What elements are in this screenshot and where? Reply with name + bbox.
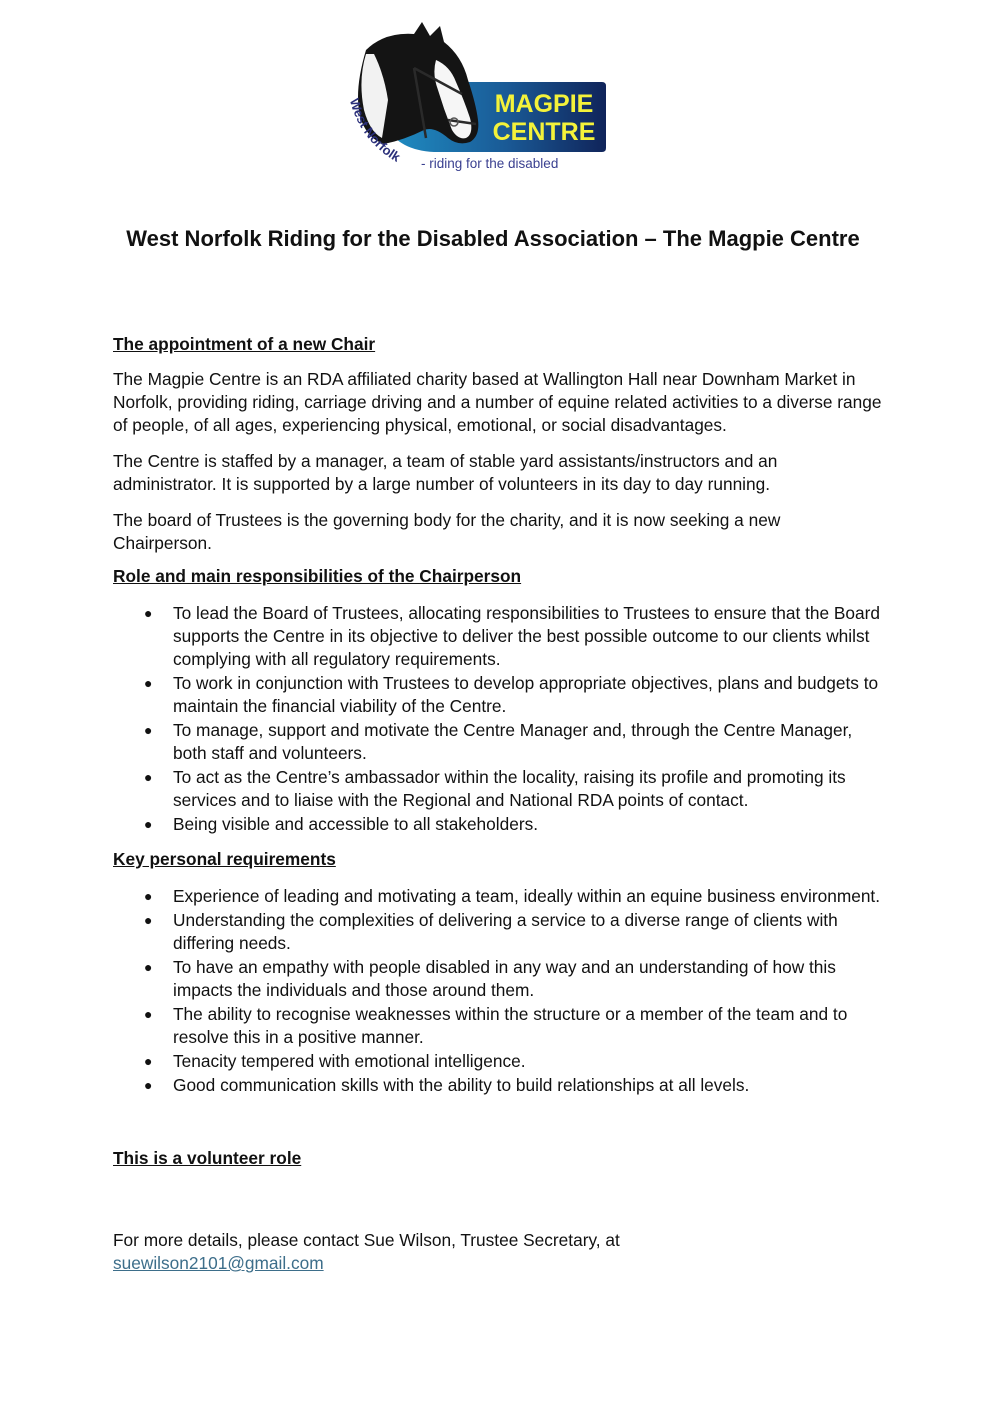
heading-appointment: The appointment of a new Chair	[113, 334, 376, 354]
bullet-icon: ●	[144, 722, 153, 738]
list-item-text: To act as the Centre’s ambassador within the locality, raising its profile and promoting its services and to liaise with the Regional and National RDA points of contact.	[173, 767, 846, 810]
bullet-icon: ●	[144, 675, 153, 691]
contact-paragraph	[113, 1229, 883, 1275]
list-item	[113, 719, 883, 765]
role-responsibilities-list	[113, 602, 883, 836]
list-item-text: Experience of leading and motivating a team, ideally within an equine business environment.	[173, 886, 881, 906]
list-item-text: To have an empathy with people disabled in any way and an understanding of how this impacts the individuals and those around them.	[173, 957, 836, 1000]
bullet-icon: ●	[144, 1006, 153, 1022]
list-item	[113, 909, 883, 955]
list-item	[113, 1050, 883, 1073]
document-title: West Norfolk Riding for the Disabled Association – The Magpie Centre	[126, 226, 860, 251]
list-item-text: To manage, support and motivate the Centre Manager and, through the Centre Manager, both staff and volunteers.	[173, 720, 853, 763]
list-item-text: To work in conjunction with Trustees to develop appropriate objectives, plans and budgets to maintain the financial viability of the Centre.	[173, 673, 879, 716]
horse-head-icon	[358, 22, 478, 144]
list-item	[113, 602, 883, 671]
logo-graphic	[344, 20, 614, 180]
list-item	[113, 885, 883, 908]
paragraph: The board of Trustees is the governing body for the charity, and it is now seeking a new Chairperson.	[113, 510, 781, 553]
list-item-text: Understanding the complexities of delivering a service to a diverse range of clients with differing needs.	[173, 910, 838, 953]
list-item	[113, 956, 883, 1002]
paragraph: The Magpie Centre is an RDA affiliated charity based at Wallington Hall near Downham Market in Norfolk, providing riding, carriage driving and a number of equine related activities to a diverse range of people, of all ages, experiencing physical, emotional, or social disadvantages.	[113, 369, 882, 435]
bullet-icon: ●	[144, 605, 153, 621]
heading-role: Role and main responsibilities of the Chairperson	[113, 566, 522, 586]
list-item-text: Tenacity tempered with emotional intelligence.	[173, 1051, 526, 1071]
spacer	[113, 1182, 883, 1229]
heading-requirements: Key personal requirements	[113, 849, 336, 869]
spacer	[113, 1109, 883, 1147]
document-body	[113, 333, 883, 1275]
contact-email-link[interactable]: suewilson2101@gmail.com	[113, 1253, 324, 1273]
contact-text: For more details, please contact Sue Wilson, Trustee Secretary, at	[113, 1230, 620, 1250]
list-item	[113, 766, 883, 812]
bullet-icon: ●	[144, 912, 153, 928]
list-item	[113, 672, 883, 718]
bullet-icon: ●	[144, 1053, 153, 1069]
list-item-text: The ability to recognise weaknesses within the structure or a member of the team and to resolve this in a positive manner.	[173, 1004, 848, 1047]
heading-volunteer-role: This is a volunteer role	[113, 1148, 302, 1168]
list-item	[113, 813, 883, 836]
list-item	[113, 1074, 883, 1097]
bullet-icon: ●	[144, 816, 153, 832]
logo-arc-textpath: West Norfolk	[346, 96, 403, 165]
list-item-text: To lead the Board of Trustees, allocating responsibilities to Trustees to ensure that the Board supports the Centre in its objective to deliver the best possible outcome to our clients whilst complying with all regulatory requirements.	[173, 603, 881, 669]
list-item	[113, 1003, 883, 1049]
key-requirements-list	[113, 885, 883, 1097]
list-item-text: Being visible and accessible to all stakeholders.	[173, 814, 539, 834]
logo-brand-line1: MAGPIE	[494, 90, 594, 118]
bullet-icon: ●	[144, 959, 153, 975]
bullet-icon: ●	[144, 888, 153, 904]
list-item-text: Good communication skills with the ability to build relationships at all levels.	[173, 1075, 750, 1095]
logo-tagline: - riding for the disabled	[421, 156, 559, 171]
magpie-centre-logo	[344, 20, 614, 180]
paragraph: The Centre is staffed by a manager, a team of stable yard assistants/instructors and an administrator. It is supported by a large number of volunteers in its day to day running.	[113, 451, 778, 494]
logo-brand-line2: CENTRE	[492, 118, 596, 146]
bullet-icon: ●	[144, 769, 153, 785]
bullet-icon: ●	[144, 1077, 153, 1093]
